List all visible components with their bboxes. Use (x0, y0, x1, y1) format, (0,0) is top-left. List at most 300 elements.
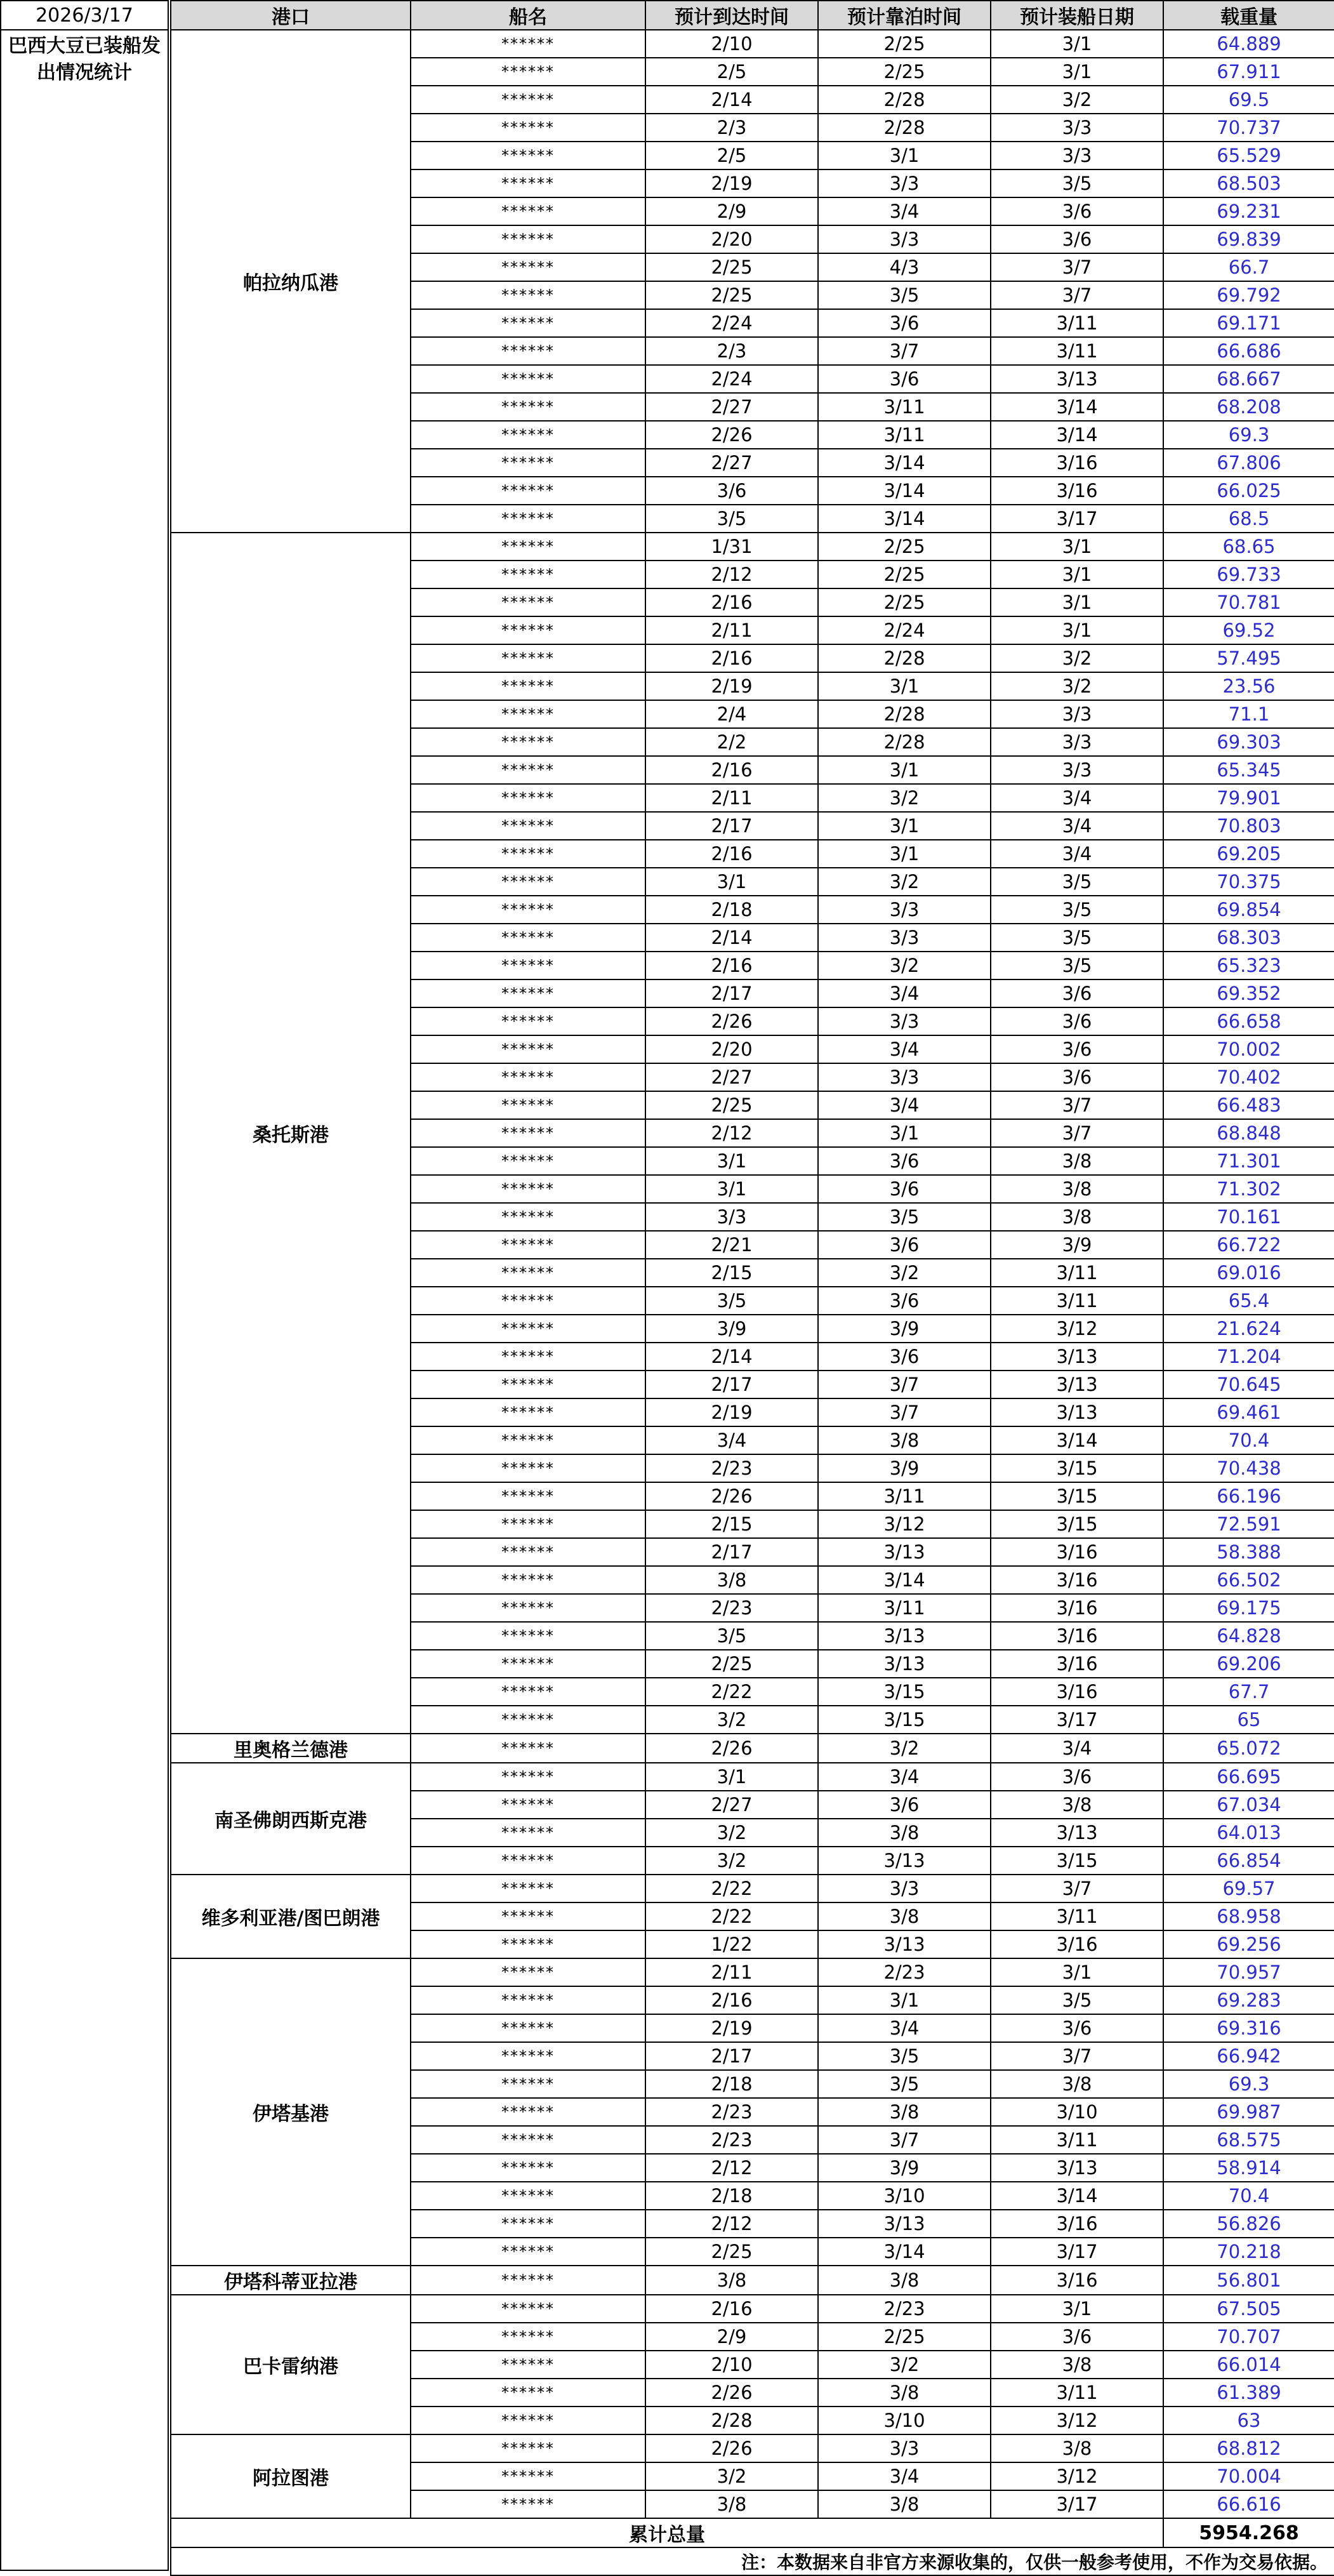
ship-name-cell: ****** (411, 2014, 645, 2042)
berthing-date-cell: 3/1 (818, 142, 991, 169)
ship-name-cell: ****** (411, 58, 645, 86)
eta-cell: 2/26 (645, 421, 818, 449)
ship-name-cell: ****** (411, 2434, 645, 2462)
ship-name-cell: ****** (411, 30, 645, 58)
left-panel (0, 0, 169, 2571)
eta-cell: 2/24 (645, 365, 818, 393)
eta-cell: 2/16 (645, 2295, 818, 2323)
loading-date-cell: 3/1 (991, 1958, 1163, 1986)
loading-date-cell: 3/16 (991, 2266, 1163, 2295)
tonnage-cell: 66.658 (1163, 1007, 1334, 1035)
tonnage-cell: 68.958 (1163, 1902, 1334, 1930)
loading-date-cell: 3/16 (991, 1622, 1163, 1650)
ship-name-cell: ****** (411, 1063, 645, 1091)
ship-name-cell: ****** (411, 561, 645, 588)
berthing-date-cell: 3/9 (818, 1315, 991, 1343)
table-row (171, 2266, 1334, 2295)
header-ship-name: 船名 (411, 1, 645, 30)
loading-date-cell: 3/8 (991, 1791, 1163, 1819)
loading-date-cell: 3/4 (991, 812, 1163, 840)
eta-cell: 2/14 (645, 924, 818, 952)
eta-cell: 2/14 (645, 86, 818, 114)
loading-date-cell: 3/16 (991, 449, 1163, 477)
loading-date-cell: 3/12 (991, 2407, 1163, 2434)
berthing-date-cell: 3/4 (818, 979, 991, 1007)
berthing-date-cell: 3/7 (818, 337, 991, 365)
ship-name-cell: ****** (411, 2182, 645, 2210)
eta-cell: 2/3 (645, 337, 818, 365)
berthing-date-cell: 3/8 (818, 1426, 991, 1454)
eta-cell: 2/19 (645, 672, 818, 700)
berthing-date-cell: 3/3 (818, 1007, 991, 1035)
loading-date-cell: 3/3 (991, 756, 1163, 784)
tonnage-cell: 58.914 (1163, 2154, 1334, 2182)
berthing-date-cell: 3/3 (818, 2434, 991, 2462)
ship-name-cell: ****** (411, 1510, 645, 1538)
tonnage-cell: 66.686 (1163, 337, 1334, 365)
ship-name-cell: ****** (411, 253, 645, 281)
eta-cell: 2/18 (645, 2182, 818, 2210)
eta-cell: 2/19 (645, 2014, 818, 2042)
berthing-date-cell: 2/28 (818, 700, 991, 728)
eta-cell: 2/27 (645, 393, 818, 421)
eta-cell: 2/22 (645, 1902, 818, 1930)
loading-date-cell: 3/13 (991, 1819, 1163, 1847)
tonnage-cell: 67.034 (1163, 1791, 1334, 1819)
ship-name-cell: ****** (411, 2070, 645, 2098)
tonnage-cell: 70.707 (1163, 2323, 1334, 2351)
tonnage-cell: 69.461 (1163, 1398, 1334, 1426)
berthing-date-cell: 3/10 (818, 2407, 991, 2434)
ship-name-cell: ****** (411, 1482, 645, 1510)
eta-cell: 2/25 (645, 281, 818, 309)
port-name: 伊塔科蒂亚拉港 (171, 2266, 411, 2295)
berthing-date-cell: 3/14 (818, 449, 991, 477)
loading-date-cell: 3/7 (991, 253, 1163, 281)
report-title: 巴西大豆已装船发出情况统计 (8, 35, 161, 84)
eta-cell: 3/2 (645, 1847, 818, 1875)
total-row (171, 2518, 1334, 2547)
ship-name-cell: ****** (411, 1847, 645, 1875)
header-loading-date: 预计装船日期 (991, 1, 1163, 30)
berthing-date-cell: 3/15 (818, 1706, 991, 1734)
berthing-date-cell: 3/3 (818, 1875, 991, 1902)
eta-cell: 2/12 (645, 561, 818, 588)
berthing-date-cell: 3/6 (818, 1147, 991, 1175)
tonnage-cell: 66.025 (1163, 477, 1334, 505)
berthing-date-cell: 3/7 (818, 2126, 991, 2154)
loading-date-cell: 3/6 (991, 2323, 1163, 2351)
eta-cell: 1/31 (645, 533, 818, 561)
loading-date-cell: 3/12 (991, 2462, 1163, 2490)
ship-name-cell: ****** (411, 1007, 645, 1035)
tonnage-cell: 66.722 (1163, 1231, 1334, 1259)
loading-date-cell: 3/1 (991, 2295, 1163, 2323)
berthing-date-cell: 3/5 (818, 2070, 991, 2098)
ship-name-cell: ****** (411, 1147, 645, 1175)
eta-cell: 2/15 (645, 1259, 818, 1287)
port-name: 伊塔基港 (171, 1958, 411, 2266)
eta-cell: 2/4 (645, 700, 818, 728)
tonnage-cell: 66.502 (1163, 1566, 1334, 1594)
berthing-date-cell: 2/25 (818, 2323, 991, 2351)
loading-date-cell: 3/5 (991, 952, 1163, 979)
loading-date-cell: 3/2 (991, 672, 1163, 700)
berthing-date-cell: 3/13 (818, 1538, 991, 1566)
ship-name-cell: ****** (411, 1958, 645, 1986)
loading-date-cell: 3/17 (991, 1706, 1163, 1734)
berthing-date-cell: 3/14 (818, 477, 991, 505)
eta-cell: 2/25 (645, 2238, 818, 2266)
ship-name-cell: ****** (411, 1343, 645, 1371)
berthing-date-cell: 2/23 (818, 1958, 991, 1986)
berthing-date-cell: 3/4 (818, 1763, 991, 1791)
loading-date-cell: 3/2 (991, 644, 1163, 672)
loading-date-cell: 3/16 (991, 1566, 1163, 1594)
eta-cell: 2/9 (645, 2323, 818, 2351)
loading-date-cell: 3/13 (991, 1371, 1163, 1398)
tonnage-cell: 70.957 (1163, 1958, 1334, 1986)
loading-date-cell: 3/6 (991, 1063, 1163, 1091)
ship-name-cell: ****** (411, 2126, 645, 2154)
eta-cell: 2/12 (645, 1119, 818, 1147)
tonnage-cell: 66.616 (1163, 2490, 1334, 2518)
loading-date-cell: 3/17 (991, 2490, 1163, 2518)
tonnage-cell: 66.695 (1163, 1763, 1334, 1791)
berthing-date-cell: 2/25 (818, 30, 991, 58)
ship-name-cell: ****** (411, 2238, 645, 2266)
ship-name-cell: ****** (411, 2351, 645, 2379)
table-row (171, 533, 1334, 561)
tonnage-cell: 70.402 (1163, 1063, 1334, 1091)
loading-date-cell: 3/5 (991, 868, 1163, 896)
berthing-date-cell: 3/6 (818, 1343, 991, 1371)
loading-date-cell: 3/1 (991, 588, 1163, 616)
loading-date-cell: 3/14 (991, 421, 1163, 449)
ship-name-cell: ****** (411, 1119, 645, 1147)
loading-date-cell: 3/11 (991, 309, 1163, 337)
header-port: 港口 (171, 1, 411, 30)
eta-cell: 2/27 (645, 449, 818, 477)
loading-date-cell: 3/6 (991, 1007, 1163, 1035)
eta-cell: 2/14 (645, 1343, 818, 1371)
berthing-date-cell: 3/8 (818, 2098, 991, 2126)
eta-cell: 2/26 (645, 2434, 818, 2462)
berthing-date-cell: 3/7 (818, 1398, 991, 1426)
ship-name-cell: ****** (411, 616, 645, 644)
berthing-date-cell: 3/4 (818, 2014, 991, 2042)
loading-date-cell: 3/8 (991, 2434, 1163, 2462)
berthing-date-cell: 3/3 (818, 896, 991, 924)
eta-cell: 3/1 (645, 1175, 818, 1203)
tonnage-cell: 70.004 (1163, 2462, 1334, 2490)
loading-date-cell: 3/3 (991, 114, 1163, 142)
ship-name-cell: ****** (411, 1566, 645, 1594)
tonnage-cell: 69.3 (1163, 2070, 1334, 2098)
tonnage-cell: 70.375 (1163, 868, 1334, 896)
disclaimer-note: 注：本数据来自非官方来源收集的，仅供一般参考使用，不作为交易依据。 (171, 2547, 1334, 2575)
tonnage-cell: 21.624 (1163, 1315, 1334, 1343)
eta-cell: 2/16 (645, 1986, 818, 2014)
eta-cell: 2/28 (645, 2407, 818, 2434)
ship-name-cell: ****** (411, 1791, 645, 1819)
berthing-date-cell: 3/4 (818, 2462, 991, 2490)
ship-name-cell: ****** (411, 784, 645, 812)
berthing-date-cell: 2/25 (818, 561, 991, 588)
ship-name-cell: ****** (411, 1538, 645, 1566)
tonnage-cell: 72.591 (1163, 1510, 1334, 1538)
tonnage-cell: 65.345 (1163, 756, 1334, 784)
ship-name-cell: ****** (411, 1259, 645, 1287)
berthing-date-cell: 3/8 (818, 2266, 991, 2295)
loading-date-cell: 3/11 (991, 2379, 1163, 2407)
port-name: 桑托斯港 (171, 533, 411, 1734)
berthing-date-cell: 3/14 (818, 2238, 991, 2266)
tonnage-cell: 70.781 (1163, 588, 1334, 616)
tonnage-cell: 68.503 (1163, 169, 1334, 197)
loading-date-cell: 3/10 (991, 2098, 1163, 2126)
eta-cell: 2/20 (645, 225, 818, 253)
eta-cell: 2/3 (645, 114, 818, 142)
tonnage-cell: 71.302 (1163, 1175, 1334, 1203)
table-row (171, 30, 1334, 58)
tonnage-cell: 68.667 (1163, 365, 1334, 393)
ship-name-cell: ****** (411, 2462, 645, 2490)
berthing-date-cell: 3/2 (818, 1734, 991, 1763)
eta-cell: 2/26 (645, 1734, 818, 1763)
tonnage-cell: 68.208 (1163, 393, 1334, 421)
ship-name-cell: ****** (411, 1706, 645, 1734)
loading-date-cell: 3/11 (991, 337, 1163, 365)
eta-cell: 2/26 (645, 1482, 818, 1510)
eta-cell: 2/22 (645, 1875, 818, 1902)
loading-date-cell: 3/7 (991, 1875, 1163, 1902)
tonnage-cell: 69.256 (1163, 1930, 1334, 1958)
eta-cell: 2/17 (645, 1371, 818, 1398)
tonnage-cell: 64.828 (1163, 1622, 1334, 1650)
ship-name-cell: ****** (411, 1875, 645, 1902)
ship-name-cell: ****** (411, 477, 645, 505)
ship-name-cell: ****** (411, 142, 645, 169)
eta-cell: 2/23 (645, 2098, 818, 2126)
tonnage-cell: 69.206 (1163, 1650, 1334, 1678)
port-name: 里奥格兰德港 (171, 1734, 411, 1763)
ship-name-cell: ****** (411, 2323, 645, 2351)
berthing-date-cell: 3/13 (818, 1847, 991, 1875)
berthing-date-cell: 3/10 (818, 2182, 991, 2210)
berthing-date-cell: 3/4 (818, 197, 991, 225)
eta-cell: 2/18 (645, 896, 818, 924)
loading-date-cell: 3/7 (991, 1091, 1163, 1119)
berthing-date-cell: 2/25 (818, 58, 991, 86)
eta-cell: 1/22 (645, 1930, 818, 1958)
eta-cell: 2/17 (645, 2042, 818, 2070)
tonnage-cell: 56.826 (1163, 2210, 1334, 2238)
ship-name-cell: ****** (411, 1091, 645, 1119)
eta-cell: 2/12 (645, 2154, 818, 2182)
berthing-date-cell: 3/1 (818, 1119, 991, 1147)
eta-cell: 2/21 (645, 1231, 818, 1259)
berthing-date-cell: 2/25 (818, 588, 991, 616)
table-row (171, 1734, 1334, 1763)
loading-date-cell: 3/3 (991, 142, 1163, 169)
ship-name-cell: ****** (411, 114, 645, 142)
ship-name-cell: ****** (411, 1902, 645, 1930)
header-row (171, 1, 1334, 30)
eta-cell: 2/17 (645, 1538, 818, 1566)
ship-name-cell: ****** (411, 1035, 645, 1063)
tonnage-cell: 65.4 (1163, 1287, 1334, 1315)
ship-name-cell: ****** (411, 700, 645, 728)
tonnage-cell: 66.014 (1163, 2351, 1334, 2379)
berthing-date-cell: 3/2 (818, 952, 991, 979)
ship-name-cell: ****** (411, 979, 645, 1007)
ship-name-cell: ****** (411, 197, 645, 225)
loading-date-cell: 3/4 (991, 840, 1163, 868)
tonnage-cell: 70.737 (1163, 114, 1334, 142)
loading-date-cell: 3/1 (991, 30, 1163, 58)
loading-date-cell: 3/14 (991, 2182, 1163, 2210)
loading-date-cell: 3/16 (991, 1930, 1163, 1958)
berthing-date-cell: 2/28 (818, 86, 991, 114)
berthing-date-cell: 3/12 (818, 1510, 991, 1538)
ship-name-cell: ****** (411, 86, 645, 114)
ship-name-cell: ****** (411, 728, 645, 756)
eta-cell: 2/10 (645, 30, 818, 58)
berthing-date-cell: 3/8 (818, 2379, 991, 2407)
loading-date-cell: 3/6 (991, 1763, 1163, 1791)
loading-date-cell: 3/9 (991, 1231, 1163, 1259)
eta-cell: 2/26 (645, 1007, 818, 1035)
tonnage-cell: 69.175 (1163, 1594, 1334, 1622)
tonnage-cell: 68.812 (1163, 2434, 1334, 2462)
loading-date-cell: 3/4 (991, 1734, 1163, 1763)
tonnage-cell: 68.65 (1163, 533, 1334, 561)
ship-name-cell: ****** (411, 1398, 645, 1426)
tonnage-cell: 68.5 (1163, 505, 1334, 533)
eta-cell: 3/1 (645, 868, 818, 896)
loading-date-cell: 3/8 (991, 2351, 1163, 2379)
ship-name-cell: ****** (411, 1594, 645, 1622)
loading-date-cell: 3/5 (991, 896, 1163, 924)
berthing-date-cell: 3/9 (818, 2154, 991, 2182)
tonnage-cell: 67.505 (1163, 2295, 1334, 2323)
tonnage-cell: 69.3 (1163, 421, 1334, 449)
loading-date-cell: 3/15 (991, 1482, 1163, 1510)
eta-cell: 3/2 (645, 2462, 818, 2490)
berthing-date-cell: 3/6 (818, 365, 991, 393)
ship-name-cell: ****** (411, 169, 645, 197)
berthing-date-cell: 3/6 (818, 309, 991, 337)
ship-name-cell: ****** (411, 1986, 645, 2014)
ship-name-cell: ****** (411, 644, 645, 672)
ship-name-cell: ****** (411, 896, 645, 924)
ship-name-cell: ****** (411, 2379, 645, 2407)
ship-name-cell: ****** (411, 924, 645, 952)
berthing-date-cell: 3/1 (818, 812, 991, 840)
tonnage-cell: 69.283 (1163, 1986, 1334, 2014)
eta-cell: 2/19 (645, 1398, 818, 1426)
tonnage-cell: 70.4 (1163, 1426, 1334, 1454)
tonnage-cell: 65.072 (1163, 1734, 1334, 1763)
berthing-date-cell: 3/7 (818, 1371, 991, 1398)
tonnage-cell: 69.231 (1163, 197, 1334, 225)
ship-name-cell: ****** (411, 533, 645, 561)
header-eta: 预计到达时间 (645, 1, 818, 30)
loading-date-cell: 3/11 (991, 1259, 1163, 1287)
tonnage-cell: 57.495 (1163, 644, 1334, 672)
eta-cell: 2/16 (645, 840, 818, 868)
loading-date-cell: 3/17 (991, 505, 1163, 533)
ship-name-cell: ****** (411, 588, 645, 616)
berthing-date-cell: 3/8 (818, 1819, 991, 1847)
report-date: 2026/3/17 (1, 1, 168, 30)
ship-name-cell: ****** (411, 1426, 645, 1454)
berthing-date-cell: 3/3 (818, 924, 991, 952)
berthing-date-cell: 3/2 (818, 868, 991, 896)
eta-cell: 2/25 (645, 1650, 818, 1678)
ship-name-cell: ****** (411, 1819, 645, 1847)
berthing-date-cell: 3/13 (818, 1622, 991, 1650)
loading-date-cell: 3/12 (991, 1315, 1163, 1343)
berthing-date-cell: 3/13 (818, 2210, 991, 2238)
ship-name-cell: ****** (411, 2295, 645, 2323)
ship-name-cell: ****** (411, 1315, 645, 1343)
loading-date-cell: 3/7 (991, 1119, 1163, 1147)
eta-cell: 2/12 (645, 2210, 818, 2238)
ship-name-cell: ****** (411, 756, 645, 784)
tonnage-cell: 71.301 (1163, 1147, 1334, 1175)
header-tonnage: 载重量 (1163, 1, 1334, 30)
tonnage-cell: 69.987 (1163, 2098, 1334, 2126)
ship-name-cell: ****** (411, 1763, 645, 1791)
berthing-date-cell: 3/2 (818, 2351, 991, 2379)
eta-cell: 2/27 (645, 1791, 818, 1819)
tonnage-cell: 56.801 (1163, 2266, 1334, 2295)
tonnage-cell: 70.803 (1163, 812, 1334, 840)
ship-name-cell: ****** (411, 672, 645, 700)
berthing-date-cell: 2/25 (818, 533, 991, 561)
ship-name-cell: ****** (411, 2407, 645, 2434)
ship-name-cell: ****** (411, 2154, 645, 2182)
loading-date-cell: 3/14 (991, 1426, 1163, 1454)
table-row (171, 2434, 1334, 2462)
tonnage-cell: 64.013 (1163, 1819, 1334, 1847)
tonnage-cell: 70.645 (1163, 1371, 1334, 1398)
loading-date-cell: 3/8 (991, 2070, 1163, 2098)
tonnage-cell: 70.002 (1163, 1035, 1334, 1063)
tonnage-cell: 68.303 (1163, 924, 1334, 952)
ship-name-cell: ****** (411, 812, 645, 840)
berthing-date-cell: 3/3 (818, 1063, 991, 1091)
berthing-date-cell: 3/5 (818, 281, 991, 309)
eta-cell: 2/9 (645, 197, 818, 225)
loading-date-cell: 3/16 (991, 1678, 1163, 1706)
berthing-date-cell: 3/6 (818, 1287, 991, 1315)
table-body (171, 30, 1334, 2518)
berthing-date-cell: 2/24 (818, 616, 991, 644)
eta-cell: 2/16 (645, 644, 818, 672)
berthing-date-cell: 3/11 (818, 1482, 991, 1510)
eta-cell: 2/10 (645, 2351, 818, 2379)
loading-date-cell: 3/5 (991, 924, 1163, 952)
loading-date-cell: 3/15 (991, 1454, 1163, 1482)
berthing-date-cell: 3/4 (818, 1091, 991, 1119)
berthing-date-cell: 3/13 (818, 1930, 991, 1958)
ship-name-cell: ****** (411, 1454, 645, 1482)
port-name: 南圣佛朗西斯克港 (171, 1763, 411, 1875)
loading-date-cell: 3/5 (991, 1986, 1163, 2014)
